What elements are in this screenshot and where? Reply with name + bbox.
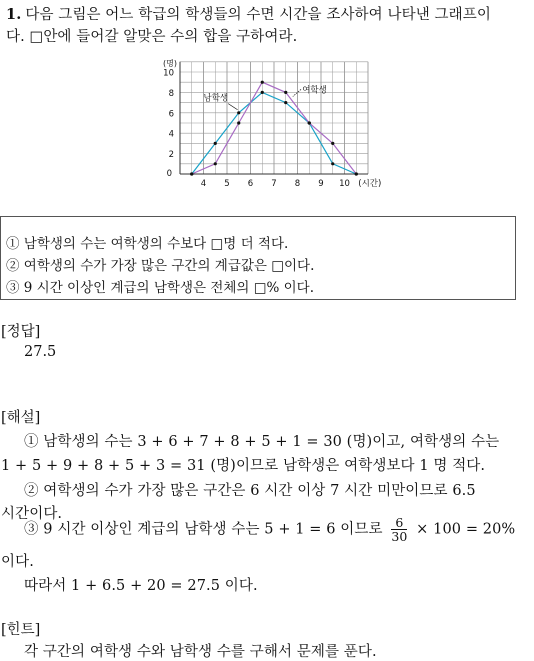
data-point: [261, 81, 264, 84]
solution-line-5: [24, 516, 515, 543]
sleep-time-line-chart: [0, 45, 534, 245]
x-tick-label: 4: [200, 179, 207, 189]
solution-line-6: 이다.: [1, 554, 34, 570]
x-tick-label: 6: [247, 179, 254, 189]
fraction-denominator: 30: [391, 529, 408, 545]
solution-line-2: 1 + 5 + 9 + 8 + 5 + 3 = 31 (명)이므로 남학생은 여학생보다 1 명 적다.: [1, 458, 486, 474]
box-item-3: ③ 9 시간 이상인 계급의 남학생은 전체의 □% 이다.: [6, 280, 314, 296]
question-line-1: [6, 3, 491, 24]
fraction-numerator: 6: [391, 516, 407, 530]
leader-line-girls: [293, 89, 301, 96]
leader-line-boys: [228, 104, 237, 110]
series-label-girls: 여학생: [302, 85, 327, 96]
data-point: [214, 162, 217, 165]
box-item-1: ① 남학생의 수는 여학생의 수보다 □명 더 적다.: [6, 236, 289, 252]
y-tick-label: 2: [168, 150, 174, 161]
y-tick-label: 8: [168, 88, 174, 99]
data-point: [190, 172, 193, 175]
data-point: [331, 162, 334, 165]
x-tick-label: 5: [224, 179, 230, 189]
y-tick-label: 4: [168, 129, 174, 140]
solution-line-7: 따라서 1 + 6.5 + 20 = 27.5 이다.: [24, 578, 258, 594]
solution-line-1: ① 남학생의 수는 3 + 6 + 7 + 8 + 5 + 1 = 30 (명)이고, 여학생의 수는: [24, 434, 500, 450]
data-point: [214, 142, 217, 145]
solution-line-5-tail: × 100 = 20%: [416, 521, 516, 538]
data-point: [308, 121, 311, 124]
fraction: [391, 516, 407, 543]
data-point: [284, 91, 287, 94]
data-point: [261, 91, 264, 94]
solution-label: [해설]: [1, 410, 41, 426]
answer-label: [정답]: [1, 324, 41, 340]
chart-grid: [180, 62, 368, 174]
origin-label: 0: [166, 169, 172, 179]
solution-line-3: ② 여학생의 수가 가장 많은 구간은 6 시간 이상 7 시간 미만이므로 6.5: [24, 483, 476, 499]
x-tick-label: 8: [294, 179, 301, 189]
y-tick-label: 6: [168, 109, 174, 120]
data-point: [237, 121, 240, 124]
hint-text: 각 구간의 여학생 수와 남학생 수를 구해서 문제를 푼다.: [24, 644, 377, 660]
box-item-2: ② 여학생의 수가 가장 많은 구간의 계급값은 □이다.: [6, 258, 315, 274]
question-number: 1.: [6, 6, 22, 23]
data-point: [237, 111, 240, 114]
hint-label: [힌트]: [1, 622, 41, 638]
data-point: [331, 142, 334, 145]
x-tick-label: 10: [339, 179, 350, 189]
y-axis-label: (명): [163, 58, 177, 68]
question-line-2: 다. □안에 들어갈 알맞은 수의 합을 구하여라.: [6, 29, 298, 45]
data-point: [355, 172, 358, 175]
x-axis-label: (시간): [358, 179, 382, 189]
question-conditions-box: [0, 216, 516, 300]
question-text-1: 다음 그림은 어느 학급의 학생들의 수면 시간을 조사하여 나타낸 그래프이: [25, 7, 491, 23]
y-tick-label: 10: [163, 68, 174, 79]
answer-value: 27.5: [24, 344, 57, 360]
data-point: [284, 101, 287, 104]
solution-line-5-text: ③ 9 시간 이상인 계급의 남학생 수는 5 + 1 = 6 이므로: [24, 521, 383, 538]
series-label-boys: 남학생: [203, 93, 229, 104]
x-tick-label: 9: [318, 179, 324, 189]
x-tick-label: 7: [271, 179, 277, 189]
solution-line-4: 시간이다.: [1, 506, 63, 522]
